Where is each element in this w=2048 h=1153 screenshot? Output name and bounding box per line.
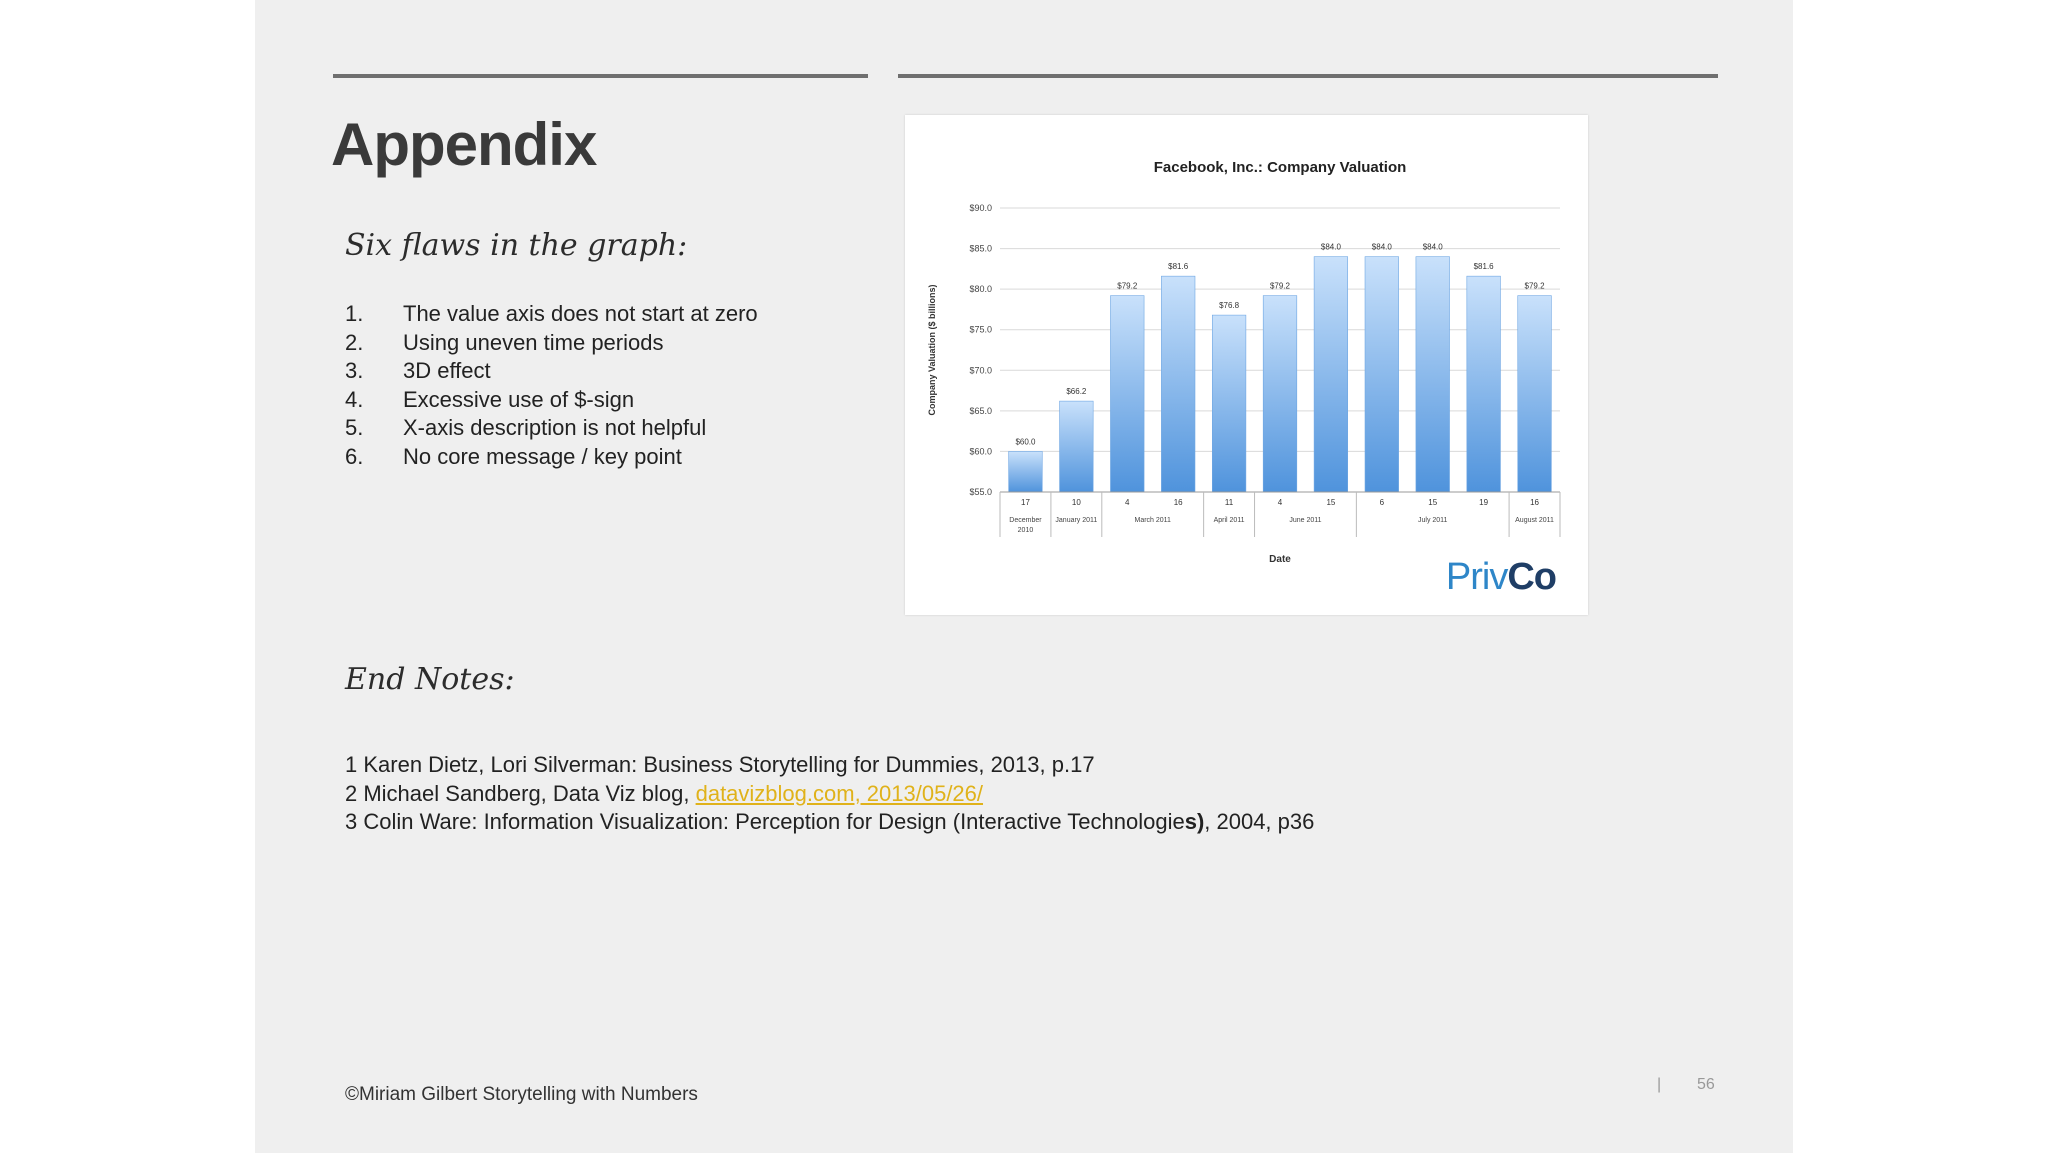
list-number: 5. (345, 415, 364, 440)
list-number: 6. (345, 443, 364, 469)
x-tick-label: 19 (1479, 498, 1489, 507)
bar-value-label: $66.2 (1066, 387, 1087, 397)
chart-title: Facebook, Inc.: Company Valuation (1153, 159, 1407, 176)
chart-svg (905, 115, 1588, 615)
page-number: 56 (1697, 1076, 1715, 1093)
privco-logo: PrivCo (1445, 556, 1556, 598)
list-text: The value axis does not start at zero (403, 301, 758, 326)
x-group-label: August 2011 (1515, 517, 1554, 524)
list-item (345, 300, 758, 329)
x-tick-label: 15 (1326, 498, 1336, 507)
x-tick-label: 17 (1021, 498, 1030, 507)
end-note-3: 3 Colin Ware: Information Visualization: Perception for Design (Interactive Technologies), 2004, p36 (345, 809, 1315, 834)
x-group-label: April 2011 (1213, 517, 1245, 524)
list-number: 2. (345, 329, 364, 355)
bar-value-label: $84.0 (1320, 242, 1341, 252)
top-rule-left (333, 74, 868, 78)
list-item (345, 443, 758, 472)
flaws-list (345, 300, 758, 471)
y-tick-label: $65.0 (969, 405, 992, 416)
y-tick-label: $70.0 (969, 365, 992, 376)
list-item (345, 329, 758, 358)
x-tick-label: 10 (1071, 498, 1081, 507)
x-group-label: January 2011 (1055, 517, 1098, 524)
list-text: No core message / key point (403, 443, 682, 469)
page-separator: | (1657, 1076, 1662, 1093)
end-notes (345, 751, 1314, 837)
bar-value-label: $84.0 (1422, 242, 1443, 252)
x-tick-label: 6 (1379, 498, 1385, 507)
list-number: 1. (345, 301, 364, 326)
list-text: X-axis description is not helpful (403, 415, 707, 440)
bar (1060, 401, 1094, 492)
list-item (345, 357, 758, 386)
y-tick-label: $85.0 (969, 243, 992, 254)
bar-value-label: $76.8 (1219, 301, 1240, 311)
list-text: Using uneven time periods (403, 329, 664, 355)
slide (255, 0, 1793, 1153)
x-group-label: July 2011 (1418, 517, 1448, 524)
end-notes-heading: End Notes: (345, 662, 515, 697)
x-tick-label: 16 (1530, 498, 1539, 507)
bar (1110, 296, 1144, 492)
bar-value-label: $79.2 (1117, 281, 1138, 291)
bar (1009, 451, 1043, 492)
x-group-label: March 2011 (1134, 517, 1171, 524)
datavizblog-link[interactable]: datavizblog.com, 2013/05/26/ (695, 780, 984, 806)
x-tick-label: 11 (1224, 498, 1234, 507)
list-item (345, 414, 758, 443)
end-note-2-text: 2 Michael Sandberg, Data Viz blog, (345, 780, 696, 806)
bar-value-label: $81.6 (1168, 262, 1189, 272)
bar-value-label: $79.2 (1269, 281, 1291, 291)
valuation-chart (905, 115, 1588, 615)
x-group-label: June 2011 (1289, 517, 1322, 524)
x-tick-label: 4 (1277, 498, 1283, 507)
list-number: 3. (345, 358, 364, 383)
list-text: Excessive use of $-sign (403, 386, 635, 412)
flaws-heading: Six flaws in the graph: (345, 228, 688, 263)
list-item (345, 386, 758, 415)
list-number: 4. (345, 386, 364, 412)
y-tick-label: $90.0 (969, 203, 992, 213)
top-rule-right (898, 74, 1718, 78)
footer-copyright: ©Miriam Gilbert Storytelling with Numbers (345, 1084, 698, 1105)
bar (1212, 315, 1246, 492)
bar (1161, 276, 1195, 492)
bar (1467, 276, 1501, 492)
x-tick-label: 15 (1428, 498, 1438, 507)
bar (1314, 257, 1348, 492)
bar (1416, 257, 1450, 492)
x-tick-label: 16 (1173, 498, 1183, 507)
x-group-label: December (1009, 517, 1042, 524)
end-note-2 (345, 780, 1314, 809)
bar (1518, 296, 1552, 492)
y-tick-label: $75.0 (969, 324, 992, 335)
bar-value-label: $81.6 (1473, 262, 1494, 272)
y-tick-label: $80.0 (969, 284, 992, 295)
list-text: 3D effect (403, 358, 491, 383)
bar-value-label: $79.2 (1524, 281, 1545, 291)
bar-value-label: $84.0 (1371, 242, 1392, 252)
x-axis-label: Date (1269, 554, 1291, 565)
end-note-1: 1 Karen Dietz, Lori Silverman: Business Storytelling for Dummies, 2013, p.17 (345, 752, 1095, 777)
bar (1365, 257, 1399, 492)
x-tick-label: 4 (1125, 498, 1130, 507)
x-group-label: 2010 (1017, 527, 1034, 534)
page-title: Appendix (331, 111, 597, 178)
y-tick-label: $55.0 (969, 487, 992, 497)
y-axis-label: Company Valuation ($ billions) (927, 284, 937, 416)
bar (1263, 296, 1297, 492)
bar-value-label: $60.0 (1015, 437, 1036, 447)
y-tick-label: $60.0 (969, 446, 992, 457)
